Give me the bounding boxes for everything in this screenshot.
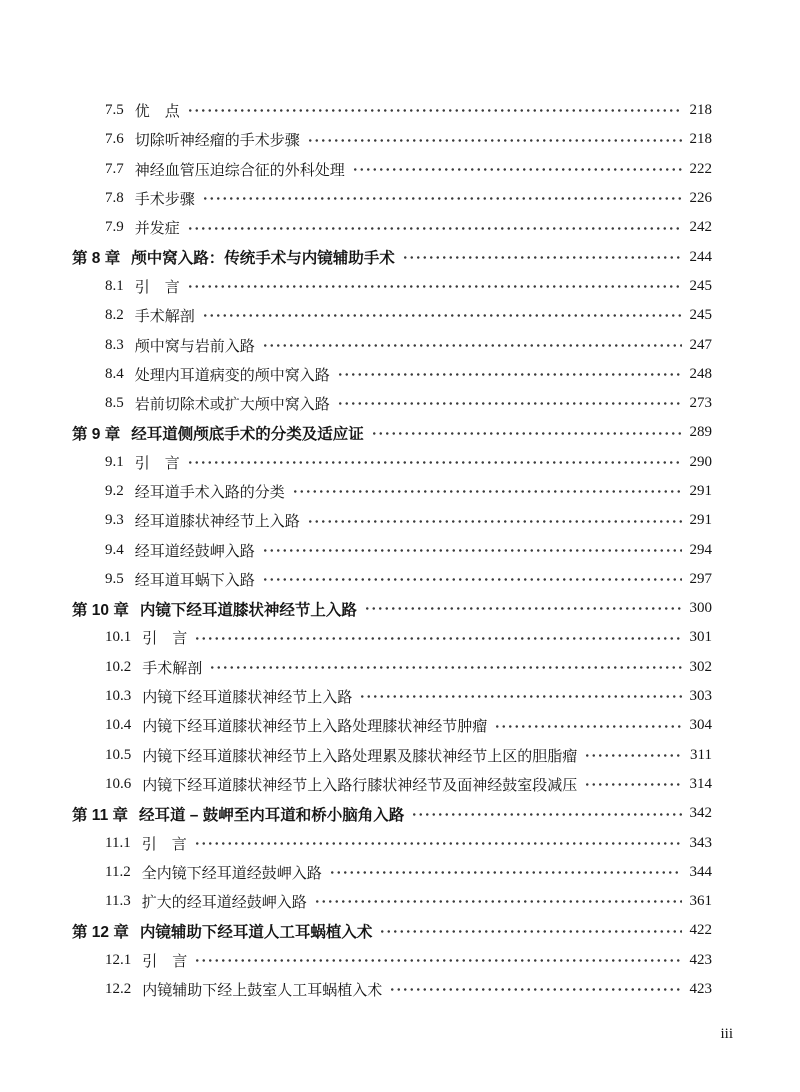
toc-entry-title: 内镜下经耳道膝状神经节上入路处理膝状神经节肿瘤	[142, 719, 488, 736]
toc-entry-number: 9.2	[105, 483, 124, 499]
toc-entry-number: 10.5	[105, 746, 132, 763]
toc-entry-page: 303	[689, 688, 712, 705]
toc-entry-page: 218	[689, 102, 712, 119]
toc-entry-第12章	[72, 916, 712, 945]
toc-entry-number: 10.1	[105, 629, 132, 646]
toc-entry-title: 引 言	[134, 455, 180, 472]
toc-entry-10.3	[72, 682, 712, 711]
dot-leader	[194, 836, 682, 851]
toc-entry-9.1	[72, 448, 712, 477]
toc-entry-page: 300	[689, 600, 712, 617]
dot-leader	[411, 806, 682, 822]
dot-leader	[584, 748, 682, 763]
toc-entry-number: 7.7	[105, 160, 124, 177]
toc-entry-title: 经耳道膝状神经节上入路	[134, 514, 300, 531]
toc-entry-10.6	[72, 770, 712, 799]
toc-entry-page: 294	[689, 541, 712, 558]
dot-leader	[352, 162, 682, 177]
toc-entry-number: 9.5	[105, 570, 124, 587]
toc-entry-title: 经耳道侧颅底手术的分类及适应证	[131, 425, 364, 443]
toc-entry-第10章	[72, 594, 712, 623]
toc-entry-number: 7.9	[105, 219, 124, 236]
toc-entry-page: 222	[689, 160, 712, 177]
toc-entry-title: 颅中窝入路：传统手术与内镜辅助手术	[131, 250, 395, 268]
toc-entry-title: 扩大的经耳道经鼓岬入路	[141, 895, 307, 912]
toc-entry-9.2	[72, 477, 712, 506]
dot-leader	[364, 601, 682, 617]
toc-entry-page: 301	[689, 629, 712, 646]
toc-entry-number: 10.6	[105, 775, 132, 792]
toc-entry-title: 经耳道耳蜗下入路	[134, 572, 255, 589]
toc-entry-number: 8.5	[105, 395, 124, 412]
toc-entry-title: 手术步骤	[134, 192, 195, 209]
dot-leader	[389, 982, 682, 997]
toc-entry-page: 218	[689, 131, 712, 148]
toc-entry-title: 引 言	[141, 836, 187, 853]
dot-leader	[194, 953, 682, 968]
toc-entry-title: 岩前切除术或扩大颅中窝入路	[134, 397, 330, 414]
toc-entry-title: 经耳道经鼓岬入路	[134, 543, 255, 560]
dot-leader	[209, 660, 682, 675]
toc-entry-number: 10.4	[105, 717, 132, 734]
toc-entry-page: 302	[689, 658, 712, 675]
toc-entry-11.3	[72, 887, 712, 916]
toc-entry-page: 304	[689, 717, 712, 734]
toc-entry-page: 423	[689, 951, 712, 968]
dot-leader	[194, 630, 682, 645]
toc-entry-title: 切除听神经瘤的手术步骤	[134, 133, 300, 150]
dot-leader	[494, 718, 682, 733]
toc-entry-page: 248	[689, 365, 712, 382]
dot-leader	[584, 777, 682, 792]
toc-entry-number: 11.2	[105, 863, 131, 880]
dot-leader	[202, 191, 682, 206]
toc-entry-title: 内镜辅助下经上鼓室人工耳蜗植入术	[142, 983, 383, 1000]
toc-entry-number: 第 8 章	[72, 250, 121, 268]
toc-entry-page: 314	[689, 775, 712, 792]
toc-entry-number: 7.8	[105, 190, 124, 207]
toc-list	[72, 96, 712, 1004]
toc-entry-8.2	[72, 301, 712, 330]
toc-entry-第11章	[72, 799, 712, 828]
dot-leader	[337, 367, 682, 382]
toc-entry-8.5	[72, 389, 712, 418]
toc-entry-9.3	[72, 506, 712, 535]
toc-entry-number: 8.2	[105, 307, 124, 324]
toc-entry-7.8	[72, 184, 712, 213]
dot-leader	[187, 455, 682, 470]
dot-leader	[402, 249, 682, 265]
toc-entry-7.6	[72, 125, 712, 154]
dot-leader	[307, 513, 682, 528]
toc-entry-7.7	[72, 155, 712, 184]
toc-entry-number: 7.6	[105, 131, 124, 148]
toc-entry-title: 手术解剖	[142, 660, 203, 677]
toc-entry-number: 10.2	[105, 658, 132, 675]
toc-entry-page: 423	[689, 981, 712, 998]
toc-entry-page: 344	[689, 863, 712, 880]
toc-entry-number: 第 9 章	[72, 425, 121, 443]
toc-entry-title: 引 言	[142, 631, 188, 648]
toc-entry-page: 247	[689, 336, 712, 353]
toc-entry-page: 242	[689, 219, 712, 236]
toc-entry-number: 10.3	[105, 688, 132, 705]
toc-entry-page: 422	[689, 922, 712, 939]
toc-entry-10.1	[72, 623, 712, 652]
toc-entry-9.5	[72, 565, 712, 594]
toc-entry-page: 311	[690, 746, 712, 763]
toc-entry-number: 第 12 章	[72, 923, 129, 941]
toc-entry-page: 361	[689, 893, 712, 910]
toc-entry-number: 12.1	[105, 951, 132, 968]
toc-entry-number: 7.5	[105, 102, 124, 119]
dot-leader	[337, 396, 682, 411]
toc-entry-page: 273	[689, 395, 712, 412]
toc-entry-title: 颅中窝与岩前入路	[134, 338, 255, 355]
toc-entry-page: 297	[689, 570, 712, 587]
toc-entry-number: 9.4	[105, 541, 124, 558]
toc-entry-8.4	[72, 360, 712, 389]
toc-entry-9.4	[72, 535, 712, 564]
toc-entry-title: 优 点	[134, 104, 180, 121]
toc-entry-page: 343	[689, 834, 712, 851]
dot-leader	[371, 425, 682, 441]
toc-entry-10.2	[72, 653, 712, 682]
toc-entry-10.5	[72, 741, 712, 770]
toc-entry-title: 经耳道 – 鼓岬至内耳道和桥小脑角入路	[139, 806, 405, 824]
toc-entry-title: 处理内耳道病变的颅中窝入路	[134, 367, 330, 384]
dot-leader	[262, 572, 682, 587]
toc-entry-number: 8.1	[105, 277, 124, 294]
dot-leader	[329, 865, 682, 880]
toc-entry-title: 引 言	[134, 279, 180, 296]
dot-leader	[292, 484, 682, 499]
toc-entry-page: 291	[689, 512, 712, 529]
toc-entry-10.4	[72, 711, 712, 740]
toc-entry-7.5	[72, 96, 712, 125]
toc-entry-number: 第 10 章	[72, 601, 129, 619]
toc-entry-number: 11.1	[105, 834, 131, 851]
toc-entry-8.3	[72, 330, 712, 359]
toc-entry-number: 11.3	[105, 893, 131, 910]
toc-entry-page: 290	[689, 453, 712, 470]
dot-leader	[187, 103, 682, 118]
toc-entry-第9章	[72, 418, 712, 447]
toc-entry-title: 内镜辅助下经耳道人工耳蜗植入术	[139, 923, 373, 941]
toc-entry-title: 引 言	[142, 953, 188, 970]
toc-entry-8.1	[72, 272, 712, 301]
dot-leader	[262, 338, 682, 353]
toc-entry-title: 内镜下经耳道膝状神经节上入路	[139, 601, 357, 619]
toc-entry-number: 9.1	[105, 453, 124, 470]
dot-leader	[314, 894, 682, 909]
toc-entry-第8章	[72, 242, 712, 271]
toc-entry-number: 8.3	[105, 336, 124, 353]
toc-entry-12.1	[72, 946, 712, 975]
dot-leader	[359, 689, 682, 704]
dot-leader	[379, 923, 682, 939]
toc-entry-title: 手术解剖	[134, 309, 195, 326]
toc-entry-page: 245	[689, 277, 712, 294]
toc-entry-7.9	[72, 213, 712, 242]
toc-entry-page: 226	[689, 190, 712, 207]
dot-leader	[202, 308, 682, 323]
toc-entry-number: 9.3	[105, 512, 124, 529]
toc-entry-title: 神经血管压迫综合征的外科处理	[134, 162, 345, 179]
dot-leader	[262, 543, 682, 558]
dot-leader	[187, 279, 682, 294]
toc-entry-11.1	[72, 828, 712, 857]
toc-entry-number: 第 11 章	[72, 806, 128, 824]
toc-entry-title: 并发症	[134, 221, 180, 238]
toc-entry-page: 244	[689, 248, 712, 265]
toc-entry-page: 342	[689, 805, 712, 822]
toc-entry-title: 内镜下经耳道膝状神经节上入路行膝状神经节及面神经鼓室段减压	[142, 777, 578, 794]
toc-entry-page: 289	[689, 424, 712, 441]
page-folio: iii	[720, 1026, 733, 1042]
dot-leader	[307, 132, 682, 147]
toc-entry-11.2	[72, 858, 712, 887]
toc-entry-title: 内镜下经耳道膝状神经节上入路处理累及膝状神经节上区的胆脂瘤	[142, 748, 578, 765]
toc-entry-number: 12.2	[105, 981, 132, 998]
toc-entry-title: 经耳道手术入路的分类	[134, 485, 285, 501]
dot-leader	[187, 220, 682, 235]
toc-entry-title: 全内镜下经耳道经鼓岬入路	[141, 865, 322, 882]
toc-entry-page: 245	[689, 307, 712, 324]
toc-entry-title: 内镜下经耳道膝状神经节上入路	[142, 690, 353, 707]
toc-entry-number: 8.4	[105, 365, 124, 382]
toc-entry-page: 291	[689, 483, 712, 499]
toc-entry-12.2	[72, 975, 712, 1004]
